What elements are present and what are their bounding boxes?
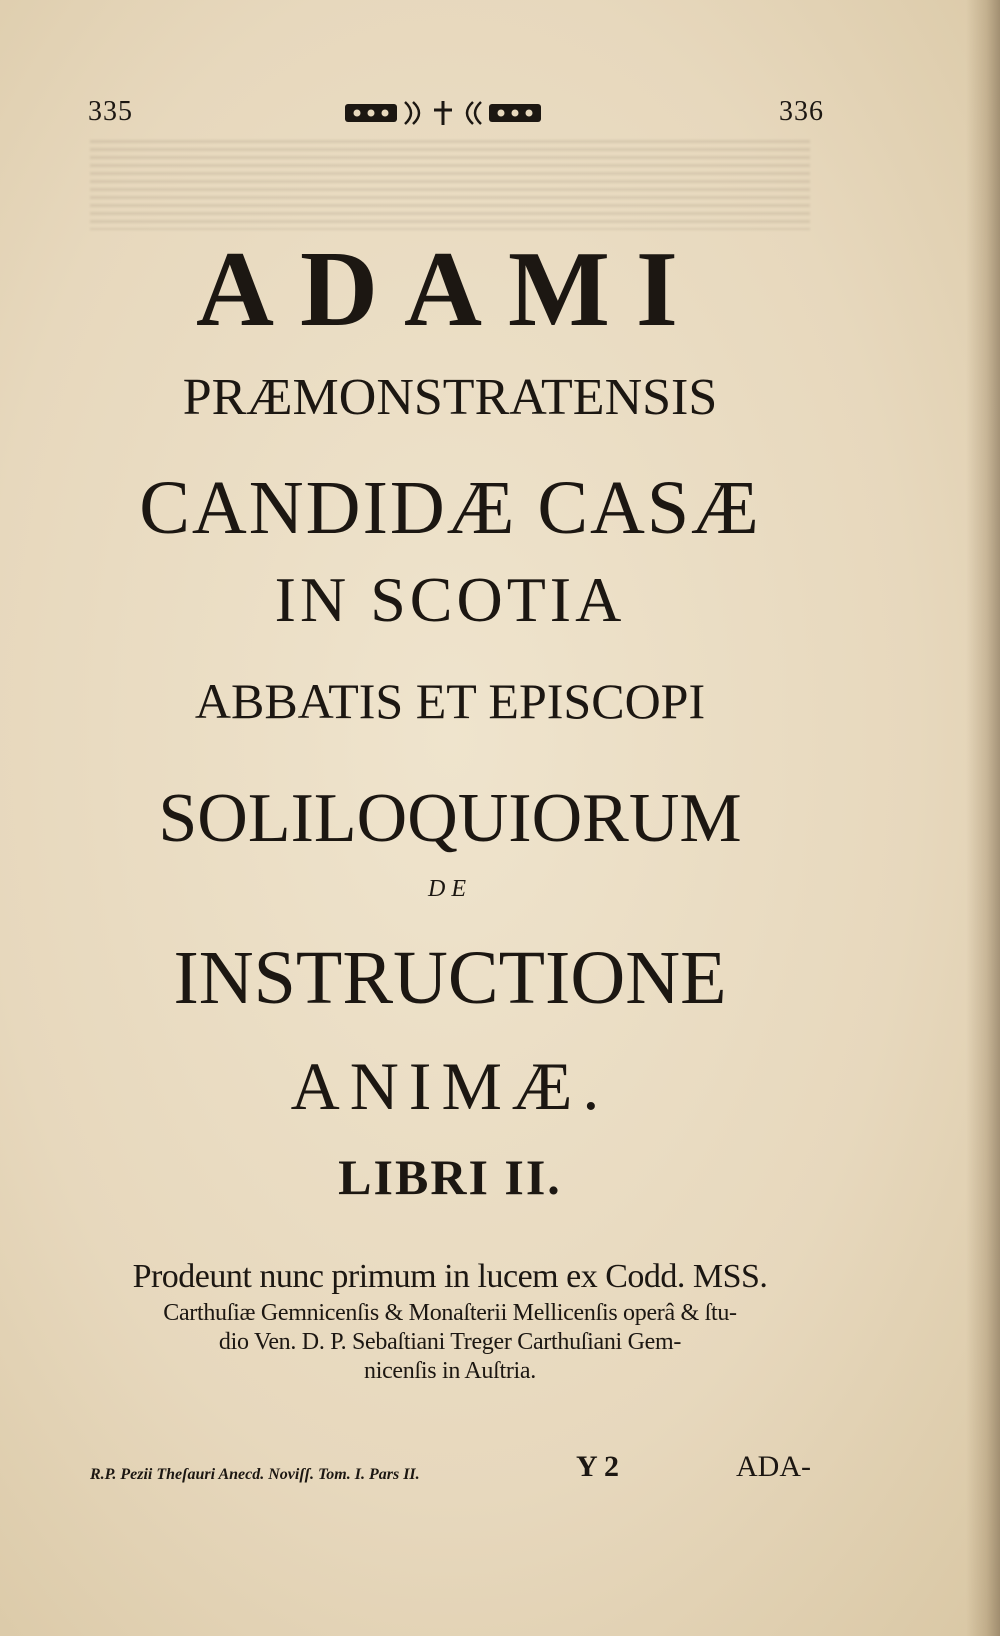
title-books: LIBRI II. [338, 1149, 562, 1205]
imprint-line-3: dio Ven. D. P. Sebaſtiani Treger Carthuſiani Gem- [218, 1329, 682, 1355]
header-ornament-icon [343, 98, 543, 128]
footer-signature-note: R.P. Pezii Theſauri Anecd. Noviſſ. Tom. I. Pars II. [90, 1466, 420, 1483]
page-edge-shadow [966, 0, 1000, 1636]
title-preposition: DE [428, 876, 472, 902]
title-subject: INSTRUCTIONE [173, 936, 727, 1020]
footer-catchword: ADA- [736, 1450, 811, 1483]
title-work: SOLILOQUIORUM [158, 780, 742, 857]
footer-signature-mark: Y 2 [576, 1450, 620, 1483]
show-through-texture [90, 140, 810, 230]
title-place: CANDIDÆ CASÆ [139, 466, 761, 550]
title-author: ADAMI [196, 230, 704, 349]
title-country: IN SCOTIA [274, 564, 626, 635]
imprint-line-1: Prodeunt nunc primum in lucem ex Codd. MSS. [132, 1258, 768, 1295]
title-office: ABBATIS ET EPISCOPI [194, 673, 706, 729]
imprint-line-2: Carthuſiæ Gemnicenſis & Monaſterii Mellicenſis operâ & ſtu- [163, 1300, 737, 1326]
page-number-right: 336 [779, 96, 824, 127]
title-subject-continued: ANIMÆ. [290, 1048, 610, 1124]
imprint-line-4: nicenſis in Auſtria. [364, 1358, 536, 1384]
page-number-left: 335 [88, 96, 133, 127]
page-header [88, 96, 824, 136]
title-order: PRÆMONSTRATENSIS [182, 369, 718, 426]
